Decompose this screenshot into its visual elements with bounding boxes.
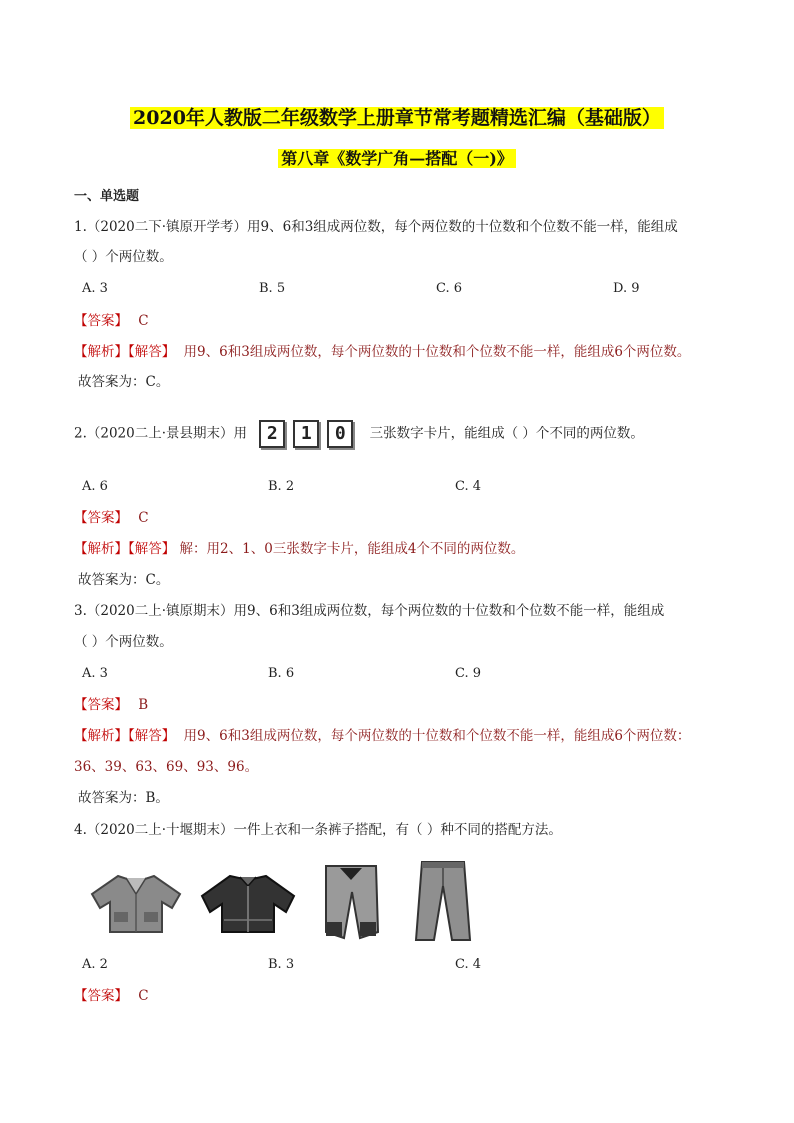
q3-analysis: [74, 726, 690, 746]
chapter-title: [0, 147, 794, 171]
answer-label: 【答案】: [74, 313, 128, 329]
q1-option-a: A. 3: [82, 281, 108, 296]
jacket-image-1: [88, 872, 184, 936]
q3-option-c: C. 9: [455, 666, 482, 681]
q1-option-d: D. 9: [613, 281, 640, 296]
pants-image-2: [412, 858, 474, 944]
q3-conclusion: 故答案为：B。: [78, 790, 169, 806]
q4-option-b: B. 3: [268, 957, 295, 972]
q3-text-line2: （ ）个两位数。: [74, 634, 173, 650]
digit-card: 1: [293, 420, 319, 448]
digit-cards: [259, 420, 361, 448]
answer-label: 【答案】: [74, 510, 128, 526]
q4-option-c: C. 4: [455, 957, 482, 972]
pants-image-1: [320, 862, 382, 942]
q1-option-c: C. 6: [436, 281, 463, 296]
q2-prefix: 2.（2020二上·景县期末）用: [74, 425, 248, 442]
q1-analysis-text: 用9、6和3组成两位数，每个两位数的十位数和个位数不能一样，能组成6个两位数。: [183, 344, 691, 360]
q1-answer-value: C: [138, 313, 149, 329]
q2-option-a: A. 6: [82, 479, 108, 494]
q2-conclusion: 故答案为：C。: [78, 572, 170, 588]
jacket-image-2: [200, 872, 296, 936]
analysis-label: 【解析】【解答】: [74, 344, 176, 360]
q1-answer: [74, 311, 149, 331]
q2-option-b: B. 2: [268, 479, 295, 494]
analysis-label: 【解析】【解答】: [74, 728, 176, 744]
main-title-text: 2020年人教版二年级数学上册章节常考题精选汇编（基础版）: [130, 107, 664, 129]
chapter-title-text: 第八章《数学广角—搭配（一)》: [278, 149, 516, 168]
q1-option-b: B. 5: [259, 281, 286, 296]
q4-answer: [74, 986, 149, 1006]
q3-text-line1: 3.（2020二上·镇原期末）用9、6和3组成两位数，每个两位数的十位数和个位数不能一样，能组成: [74, 603, 665, 619]
q1-conclusion: 故答案为：C。: [78, 374, 170, 390]
q2-text: [74, 420, 644, 448]
q1-analysis: [74, 342, 690, 362]
q3-analysis-text: 用9、6和3组成两位数，每个两位数的十位数和个位数不能一样，能组成6个两位数：: [183, 728, 691, 744]
page-title: [0, 104, 794, 132]
q4-answer-value: C: [138, 988, 149, 1004]
answer-label: 【答案】: [74, 697, 128, 713]
q3-analysis-line2: 36、39、63、69、93、96。: [74, 759, 259, 775]
q2-answer-value: C: [138, 510, 149, 526]
q3-option-a: A. 3: [82, 666, 108, 681]
digit-card: 0: [327, 420, 353, 448]
q3-option-b: B. 6: [268, 666, 295, 681]
q1-text-line2: （ ）个两位数。: [74, 249, 173, 265]
q4-text: 4.（2020二上·十堰期末）一件上衣和一条裤子搭配，有（ ）种不同的搭配方法。: [74, 822, 562, 838]
analysis-label: 【解析】【解答】: [74, 541, 176, 557]
answer-label: 【答案】: [74, 988, 128, 1004]
q3-answer-value: B: [138, 697, 149, 713]
q2-suffix: 三张数字卡片，能组成（ ）个不同的两位数。: [369, 425, 644, 442]
q2-analysis-text: 解：用2、1、0三张数字卡片，能组成4个不同的两位数。: [179, 541, 525, 557]
q2-analysis: [74, 539, 524, 559]
digit-card: 2: [259, 420, 285, 448]
q4-option-a: A. 2: [82, 957, 108, 972]
q3-answer: [74, 695, 148, 715]
q2-option-c: C. 4: [455, 479, 482, 494]
q1-text-line1: 1.（2020二下·镇原开学考）用9、6和3组成两位数，每个两位数的十位数和个位数不能一样，能组成: [74, 219, 678, 235]
section-title: 一、单选题: [74, 189, 140, 204]
q2-answer: [74, 508, 149, 528]
